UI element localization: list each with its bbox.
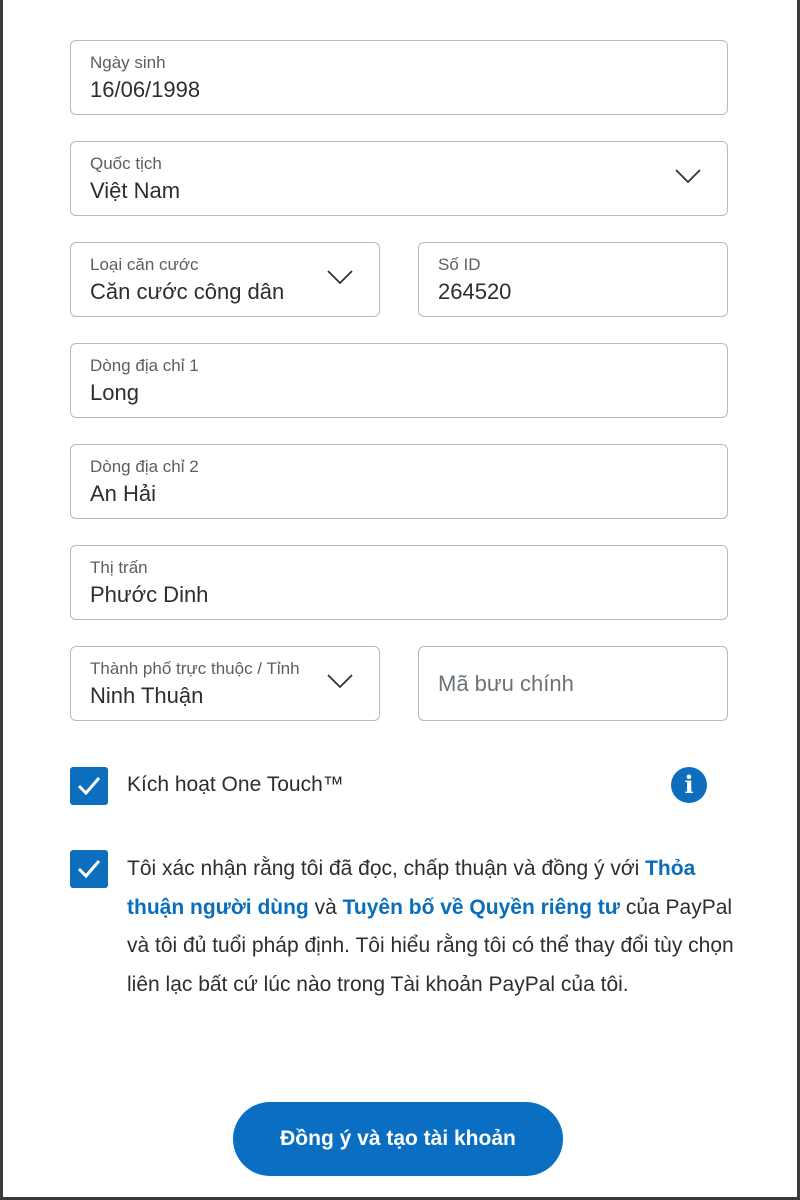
dob-label: Ngày sinh [90, 53, 166, 72]
postal-code-field[interactable] [418, 646, 728, 721]
address1-label: Dòng địa chỉ 1 [90, 356, 199, 375]
id-number-label: Số ID [438, 255, 481, 274]
province-label: Thành phố trực thuộc / Tỉnh [90, 659, 300, 678]
id-type-label: Loại căn cước [90, 255, 199, 274]
dob-field[interactable] [70, 40, 728, 115]
id-type-value: Căn cước công dân [90, 279, 285, 304]
address1-value: Long [90, 380, 139, 405]
one-touch-label: Kích hoạt One Touch™ [127, 773, 344, 796]
nationality-value: Việt Nam [90, 178, 181, 203]
agreement-checkbox[interactable] [70, 850, 108, 888]
one-touch-checkbox[interactable] [70, 767, 108, 805]
address2-value: An Hải [90, 481, 157, 506]
id-number-value: 264520 [438, 279, 512, 304]
chevron-down-icon [327, 673, 353, 689]
nationality-label: Quốc tịch [90, 154, 162, 173]
user-agreement-link[interactable]: Thỏa thuận người dùng [127, 857, 696, 919]
agreement-text-part: và [308, 895, 343, 919]
checkmark-icon [77, 775, 101, 797]
chevron-down-icon [675, 168, 701, 184]
address1-field[interactable] [70, 343, 728, 418]
town-label: Thị trấn [90, 558, 148, 577]
province-value: Ninh Thuận [90, 683, 204, 708]
id-type-select[interactable] [70, 242, 380, 317]
nationality-select[interactable] [70, 141, 728, 216]
province-select[interactable] [70, 646, 380, 721]
id-number-field[interactable] [418, 242, 728, 317]
town-field[interactable] [70, 545, 728, 620]
postal-code-placeholder: Mã bưu chính [438, 671, 574, 696]
agree-create-account-button[interactable]: Đồng ý và tạo tài khoản [233, 1102, 563, 1176]
dob-value: 16/06/1998 [90, 77, 201, 102]
town-value: Phước Dinh [90, 582, 209, 607]
info-icon[interactable]: i [671, 767, 707, 803]
checkmark-icon [77, 858, 101, 880]
address2-label: Dòng địa chỉ 2 [90, 457, 199, 476]
privacy-statement-link[interactable]: Tuyên bố về Quyền riêng tư [342, 895, 620, 919]
agreement-text-part: của PayPal và tôi đủ tuổi pháp định. Tôi hiểu rằng tôi có thể thay đổi tùy chọn liên lạc bất cứ lúc nào trong Tài khoản PayPal của tôi. [127, 895, 734, 996]
agreement-text-part: Tôi xác nhận rằng tôi đã đọc, chấp thuận và đồng ý với [127, 857, 646, 880]
address2-field[interactable] [70, 444, 728, 519]
agreement-text [127, 850, 737, 1004]
chevron-down-icon [327, 269, 353, 285]
